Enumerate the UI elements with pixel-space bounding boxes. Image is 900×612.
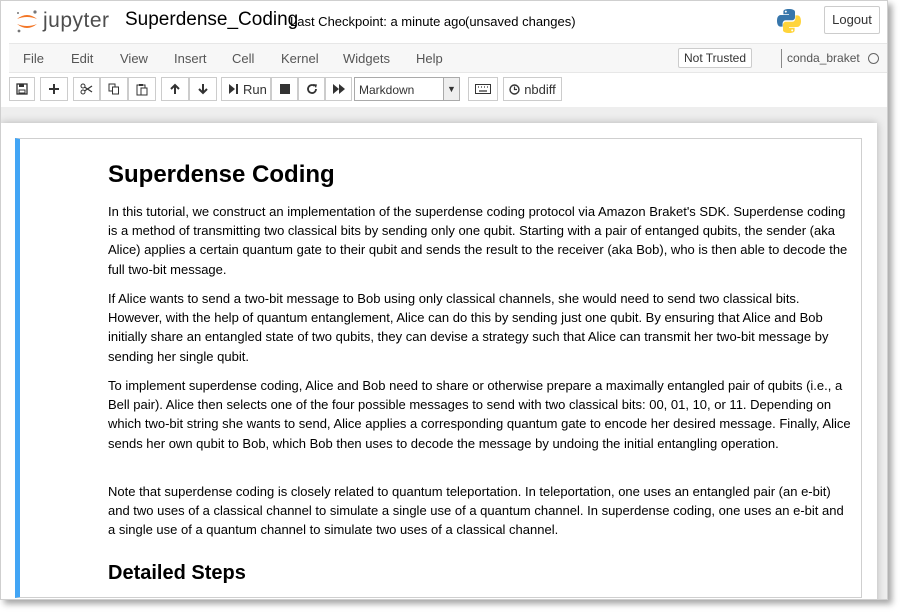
cell-type-select[interactable] xyxy=(354,77,460,101)
python-logo-icon xyxy=(775,7,803,35)
keyboard-icon xyxy=(475,84,491,94)
logout-button[interactable]: Logout xyxy=(824,6,880,34)
kernel-name[interactable]: conda_braket xyxy=(787,51,860,65)
checkpoint-status: Last Checkpoint: a minute ago xyxy=(290,14,466,29)
arrow-up-icon xyxy=(169,83,181,95)
restart-run-all-button[interactable] xyxy=(325,77,352,101)
plus-icon xyxy=(48,83,60,95)
save-icon xyxy=(16,83,28,95)
fast-forward-icon xyxy=(333,83,345,95)
stop-icon xyxy=(280,84,290,94)
cut-icon xyxy=(80,83,93,95)
move-down-button[interactable] xyxy=(189,77,217,101)
nbdiff-button[interactable] xyxy=(503,77,562,101)
paragraph-implementation: To implement superdense coding, Alice and Bob need to share or otherwise prepare a maximally entangled pair of qubits (i.e., a Bell pair). Alice then selects one of the four possible messages to send with two classical bits: 00, 01, 10, or 11. Depending on which two-bit string she wants to send, Alice applies a corresponding quantum gate to encode her desired message. Finally, Alice sends her own qubit to Bob, which Bob then uses to decode the message by undoing the initial entangling operation. xyxy=(108,378,851,451)
restart-icon xyxy=(306,83,318,95)
run-button[interactable] xyxy=(221,77,271,101)
step-forward-icon xyxy=(228,83,239,95)
paragraph-teleportation: Note that superdense coding is closely related to quantum teleportation. In teleportation, one uses an entangled pair (an e-bit) and two uses of a classical channel to simulate a single use of a quantum channel. In superdense coding, one uses an e-bit and a single use of a quantum channel to simulate two uses of a classical channel. xyxy=(108,484,844,538)
arrow-down-icon xyxy=(197,83,209,95)
kernel-separator xyxy=(781,49,782,68)
logo-text: jupyter xyxy=(43,9,110,32)
save-button[interactable] xyxy=(9,77,35,101)
menu-cell[interactable]: Cell xyxy=(232,51,255,66)
menu-help[interactable]: Help xyxy=(416,51,443,66)
notebook-name[interactable]: Superdense_Coding xyxy=(125,9,299,30)
cell-subheading: Detailed Steps xyxy=(108,562,246,584)
header-bar xyxy=(1,1,887,41)
interrupt-button[interactable] xyxy=(271,77,298,101)
restart-button[interactable] xyxy=(298,77,325,101)
menu-widgets[interactable]: Widgets xyxy=(343,51,390,66)
menu-view[interactable]: View xyxy=(120,51,148,66)
paragraph-classical: If Alice wants to send a two-bit message to Bob using only classical channels, she would need to send two classical bits. However, with the help of quantum entanglement, Alice can do this by sending just one qubit. By ensuring that Alice and Bob initially share an entangled state of two qubits, they can devise a strategy such that Alice can transmit her two-bit message by sending her single qubit. xyxy=(108,291,829,364)
menu-file[interactable]: File xyxy=(23,51,44,66)
chevron-down-icon: ▼ xyxy=(443,78,459,100)
cell-type-value: Markdown xyxy=(359,83,415,97)
kernel-idle-indicator-icon xyxy=(868,53,879,64)
copy-icon xyxy=(108,83,120,95)
paragraph-intro: In this tutorial, we construct an implementation of the superdense coding protocol via Amazon Braket's SDK. Superdense coding is a method of transmitting two classical bits by sending only one qubit. Starting with a pair of entanged qubits, the sender (aka Alice) applies a certain quantum gate to their qubit and sends the result to the receiver (aka Bob), who is then able to decode the full two-bit message. xyxy=(108,204,848,277)
menu-kernel[interactable]: Kernel xyxy=(281,51,319,66)
clock-icon xyxy=(509,84,520,95)
copy-button[interactable] xyxy=(100,77,128,101)
run-label: Run xyxy=(243,81,267,97)
cell-heading: Superdense Coding xyxy=(108,161,335,188)
nbdiff-label: nbdiff xyxy=(524,81,556,97)
jupyter-logo-icon xyxy=(13,7,41,35)
menu-insert[interactable]: Insert xyxy=(174,51,207,66)
cut-button[interactable] xyxy=(73,77,100,101)
insert-cell-button[interactable] xyxy=(40,77,68,101)
jupyter-logo[interactable] xyxy=(13,7,113,35)
move-up-button[interactable] xyxy=(161,77,189,101)
paste-button[interactable] xyxy=(128,77,156,101)
command-palette-button[interactable] xyxy=(468,77,498,101)
menubar xyxy=(9,43,888,73)
toolbar xyxy=(1,73,887,107)
menu-edit[interactable]: Edit xyxy=(71,51,94,66)
unsaved-status: (unsaved changes) xyxy=(465,14,576,29)
not-trusted-button[interactable]: Not Trusted xyxy=(678,48,752,68)
paste-icon xyxy=(136,83,148,96)
